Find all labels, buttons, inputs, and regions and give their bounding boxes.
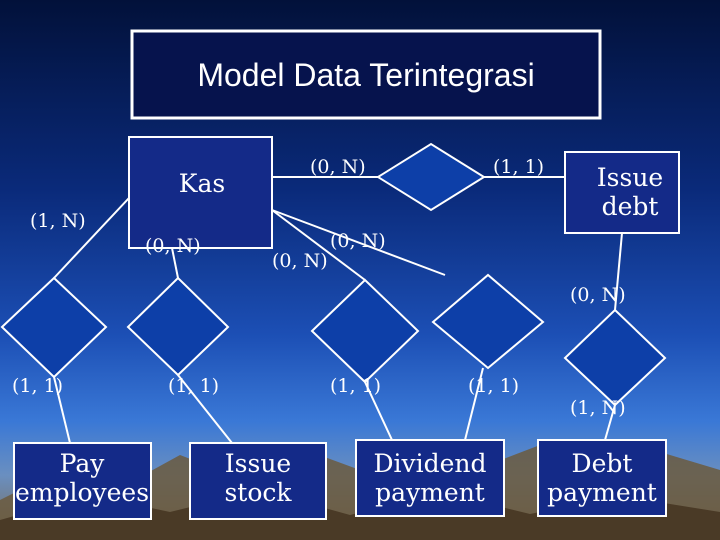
cardinality-kas-dividend: (0, N) (272, 250, 328, 272)
cardinality-issue-debt-top: (1, 1) (493, 156, 545, 178)
cardinality-pay: (1, 1) (12, 375, 64, 397)
cardinality-dividend: (1, 1) (330, 375, 382, 397)
entity-issue-stock-label-2: stock (224, 478, 292, 507)
relationship-debt-payment (565, 310, 665, 405)
cardinality-stock: (1, 1) (168, 375, 220, 397)
entity-dividend-payment-label-2: payment (375, 478, 485, 507)
entity-pay-employees-label-1: Pay (59, 449, 105, 478)
entity-dividend-payment-label-1: Dividend (373, 449, 487, 478)
entity-pay-employees-label-2: employees (14, 478, 150, 507)
relationship-stock (128, 278, 228, 375)
relationship-mid (433, 275, 543, 368)
entity-issue-stock-label-1: Issue (224, 449, 292, 478)
cardinality-kas-stock: (0, N) (145, 235, 201, 257)
cardinality-debt-payment: (1, N) (570, 397, 626, 419)
entity-kas-label: Kas (178, 169, 226, 198)
relationship-pay (2, 278, 106, 377)
cardinality-labels (12, 156, 626, 419)
cardinality-issue-debt-right: (0, N) (570, 284, 626, 306)
title-box (132, 31, 600, 118)
entity-debt-payment-label-1: Debt (571, 449, 633, 478)
cardinality-kas-pay: (1, N) (30, 210, 86, 232)
entity-issue-debt-label-2: debt (601, 192, 659, 221)
relationship-dividend (312, 280, 418, 382)
cardinality-kas-debt-payment: (0, N) (330, 230, 386, 252)
entity-issue-debt-label-1: Issue (596, 163, 664, 192)
entity-debt-payment-label-2: payment (547, 478, 657, 507)
cardinality-kas-top: (0, N) (310, 156, 366, 178)
page-title: Model Data Terintegrasi (197, 57, 535, 93)
cardinality-dividend-right: (1, 1) (468, 375, 520, 397)
relationship-top (378, 144, 484, 210)
